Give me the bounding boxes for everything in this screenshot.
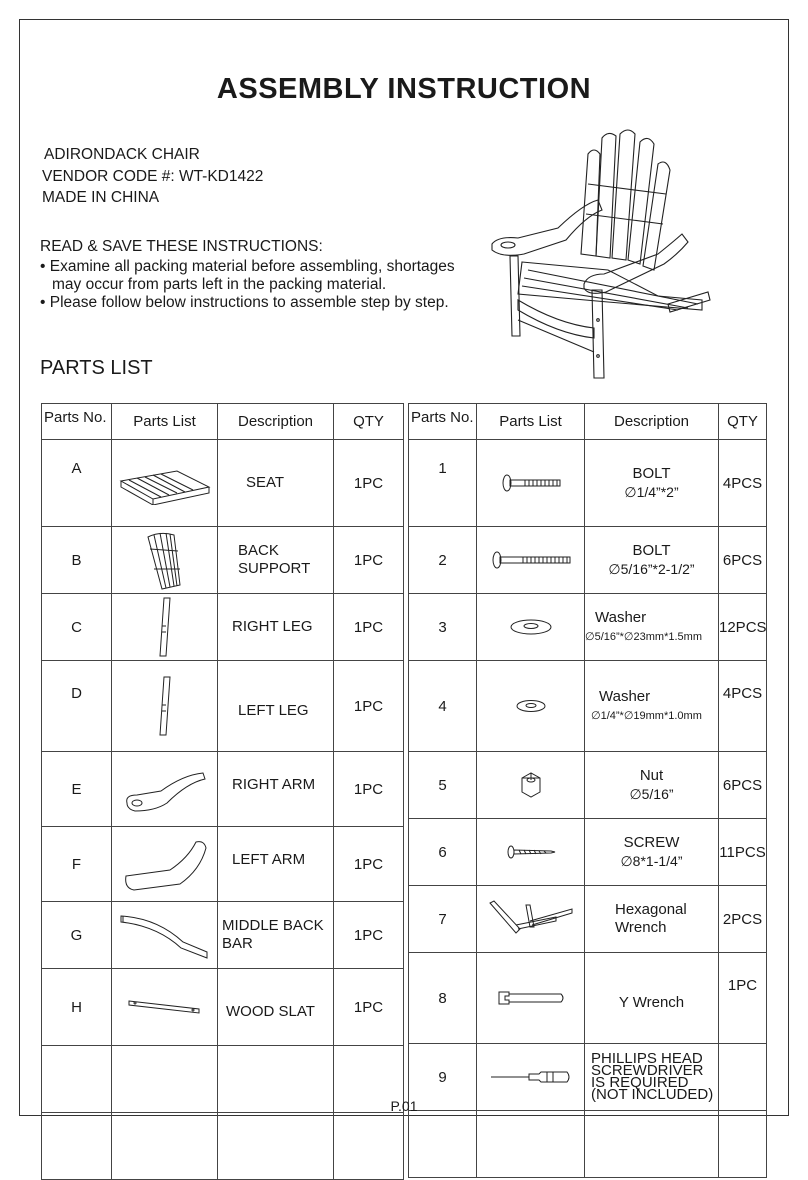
part-image	[477, 440, 585, 527]
description-line-2: BAR	[222, 935, 253, 952]
part-image	[477, 886, 585, 953]
description-line-2: ∅1/4”*2”	[624, 483, 679, 500]
middle-back-bar-icon	[117, 908, 213, 962]
part-no: A	[42, 440, 112, 527]
left-arm-icon	[120, 836, 210, 892]
header-qty: QTY	[719, 404, 767, 440]
part-description	[585, 819, 719, 886]
part-qty: 11PCS	[719, 819, 767, 886]
part-image	[112, 752, 218, 827]
part-description	[218, 969, 334, 1046]
wood-slat-icon	[127, 997, 203, 1017]
y-wrench-icon	[495, 988, 567, 1008]
part-no: 4	[409, 661, 477, 752]
right-arm-icon	[121, 765, 209, 813]
part-image	[112, 661, 218, 752]
table-row	[42, 902, 404, 969]
description-line-1: Y Wrench	[618, 994, 685, 1011]
header-qty: QTY	[334, 404, 404, 440]
part-description	[585, 886, 719, 953]
hex-wrench-icon	[486, 899, 576, 939]
part-image	[112, 594, 218, 661]
long-bolt-icon	[489, 550, 573, 570]
table-row	[409, 594, 767, 661]
part-qty: 6PCS	[719, 752, 767, 819]
part-qty: 4PCS	[719, 661, 767, 752]
table-row	[42, 661, 404, 752]
part-image	[112, 969, 218, 1046]
part-no: E	[42, 752, 112, 827]
instruction-line-2: • Please follow below instructions to assemble step by step.	[40, 294, 449, 311]
part-no: 9	[409, 1044, 477, 1111]
part-description	[585, 953, 719, 1044]
description-line-1: Nut	[639, 766, 664, 784]
part-no: F	[42, 827, 112, 902]
table-row	[409, 527, 767, 594]
table-row	[42, 594, 404, 661]
page-title: ASSEMBLY INSTRUCTION	[216, 73, 592, 105]
part-qty: 1PC	[719, 953, 767, 1044]
parts-table-left	[41, 403, 404, 1180]
part-no: 5	[409, 752, 477, 819]
page-number: P.01	[390, 1098, 418, 1114]
part-description	[218, 752, 334, 827]
vendor-code: VENDOR CODE #: WT-KD1422	[42, 168, 264, 185]
table-row	[409, 819, 767, 886]
instruction-line-1b: may occur from parts left in the packing material.	[52, 276, 387, 293]
description-line-2: ∅5/16”	[629, 785, 674, 802]
description-line-2: ∅5/16”*∅23mm*1.5mm	[585, 630, 702, 643]
description-line-1: Washer	[595, 608, 647, 626]
origin-label: MADE IN CHINA	[42, 189, 160, 206]
description-line-2: SUPPORT	[238, 560, 311, 577]
description-line-1: MIDDLE BACK	[222, 917, 324, 934]
large-washer-icon	[508, 617, 554, 637]
table-row	[409, 661, 767, 752]
part-qty: 1PC	[334, 827, 404, 902]
product-name: ADIRONDACK CHAIR	[44, 146, 200, 163]
part-image	[477, 953, 585, 1044]
part-image	[477, 594, 585, 661]
table-row	[42, 827, 404, 902]
description-line-2: ∅1/4”*∅19mm*1.0mm	[591, 709, 702, 722]
table-row	[409, 440, 767, 527]
description-line-1: LEFT ARM	[232, 851, 306, 868]
part-no: D	[42, 661, 112, 752]
part-description	[585, 594, 719, 661]
description-line-1: WOOD SLAT	[226, 1003, 315, 1020]
header-description: Description	[585, 404, 719, 440]
adirondack-chair-illustration	[488, 124, 720, 384]
part-description	[218, 902, 334, 969]
description-line-2: ∅8*1-1/4”	[620, 852, 683, 869]
part-qty: 4PCS	[719, 440, 767, 527]
table-row-empty	[42, 1113, 404, 1180]
part-image	[477, 819, 585, 886]
part-image	[112, 527, 218, 594]
part-description	[218, 827, 334, 902]
part-no: 6	[409, 819, 477, 886]
table-header-row	[42, 404, 404, 440]
part-qty: 12PCS	[719, 594, 767, 661]
table-row	[409, 953, 767, 1044]
seat-icon	[117, 461, 213, 505]
part-description	[585, 527, 719, 594]
description-note: PHILLIPS HEAD SCREWDRIVER IS REQUIRED (NOT INCLUDED)	[591, 1050, 714, 1103]
part-no: 7	[409, 886, 477, 953]
short-bolt-icon	[499, 473, 563, 493]
part-qty: 1PC	[334, 661, 404, 752]
part-no: G	[42, 902, 112, 969]
part-image	[112, 902, 218, 969]
description-line-1: Washer	[599, 687, 651, 705]
right-leg-icon	[150, 596, 180, 658]
header-parts-no: Parts No.	[42, 404, 112, 440]
part-no: C	[42, 594, 112, 661]
part-image	[477, 661, 585, 752]
header-parts-list: Parts List	[112, 404, 218, 440]
part-qty: 1PC	[334, 752, 404, 827]
parts-table-right	[408, 403, 767, 1178]
part-qty: 1PC	[334, 440, 404, 527]
description-line-1: RIGHT LEG	[232, 618, 313, 635]
description-line-1: SCREW	[623, 833, 680, 851]
description-line-1: RIGHT ARM	[232, 776, 316, 793]
left-leg-icon	[150, 675, 180, 737]
part-image	[112, 440, 218, 527]
description-line-1: SEAT	[246, 474, 285, 491]
description-line-1: BOLT	[632, 541, 671, 559]
part-description	[218, 527, 334, 594]
part-no: H	[42, 969, 112, 1046]
table-row	[42, 527, 404, 594]
part-no: 8	[409, 953, 477, 1044]
part-qty: 1PC	[334, 594, 404, 661]
instruction-line-1a: • Examine all packing material before assembling, shortages	[40, 258, 455, 275]
description-line-1: Hexagonal	[615, 901, 687, 918]
part-no: 1	[409, 440, 477, 527]
header-description: Description	[218, 404, 334, 440]
part-no: 3	[409, 594, 477, 661]
part-description	[585, 752, 719, 819]
header-parts-list: Parts List	[477, 404, 585, 440]
description-line-2: Wrench	[615, 919, 667, 936]
part-image	[477, 527, 585, 594]
part-qty: 1PC	[334, 527, 404, 594]
table-row	[42, 969, 404, 1046]
description-line-1: BACK	[238, 542, 279, 559]
part-image	[477, 752, 585, 819]
screw-icon	[505, 844, 557, 860]
part-description	[218, 594, 334, 661]
description-line-1: LEFT LEG	[238, 702, 309, 719]
part-qty: 1PC	[334, 902, 404, 969]
screwdriver-icon	[489, 1069, 573, 1085]
part-description	[218, 661, 334, 752]
part-qty: 1PC	[334, 969, 404, 1046]
part-description	[218, 440, 334, 527]
description-line-1: BOLT	[632, 464, 671, 482]
nut-icon	[518, 770, 544, 800]
part-qty: 6PCS	[719, 527, 767, 594]
table-row	[409, 886, 767, 953]
part-description	[585, 661, 719, 752]
part-no: B	[42, 527, 112, 594]
part-qty: 2PCS	[719, 886, 767, 953]
instructions-heading: READ & SAVE THESE INSTRUCTIONS:	[40, 238, 323, 255]
table-row	[409, 752, 767, 819]
part-image	[112, 827, 218, 902]
header-parts-no: Parts No.	[409, 404, 477, 440]
table-header-row	[409, 404, 767, 440]
small-washer-icon	[513, 697, 549, 715]
table-row	[42, 440, 404, 527]
description-line-2: ∅5/16”*2-1/2”	[608, 560, 695, 577]
parts-list-heading: PARTS LIST	[40, 357, 153, 379]
part-no: 2	[409, 527, 477, 594]
part-description	[585, 440, 719, 527]
table-row-empty	[409, 1111, 767, 1178]
table-row	[42, 752, 404, 827]
back-support-icon	[140, 529, 190, 591]
